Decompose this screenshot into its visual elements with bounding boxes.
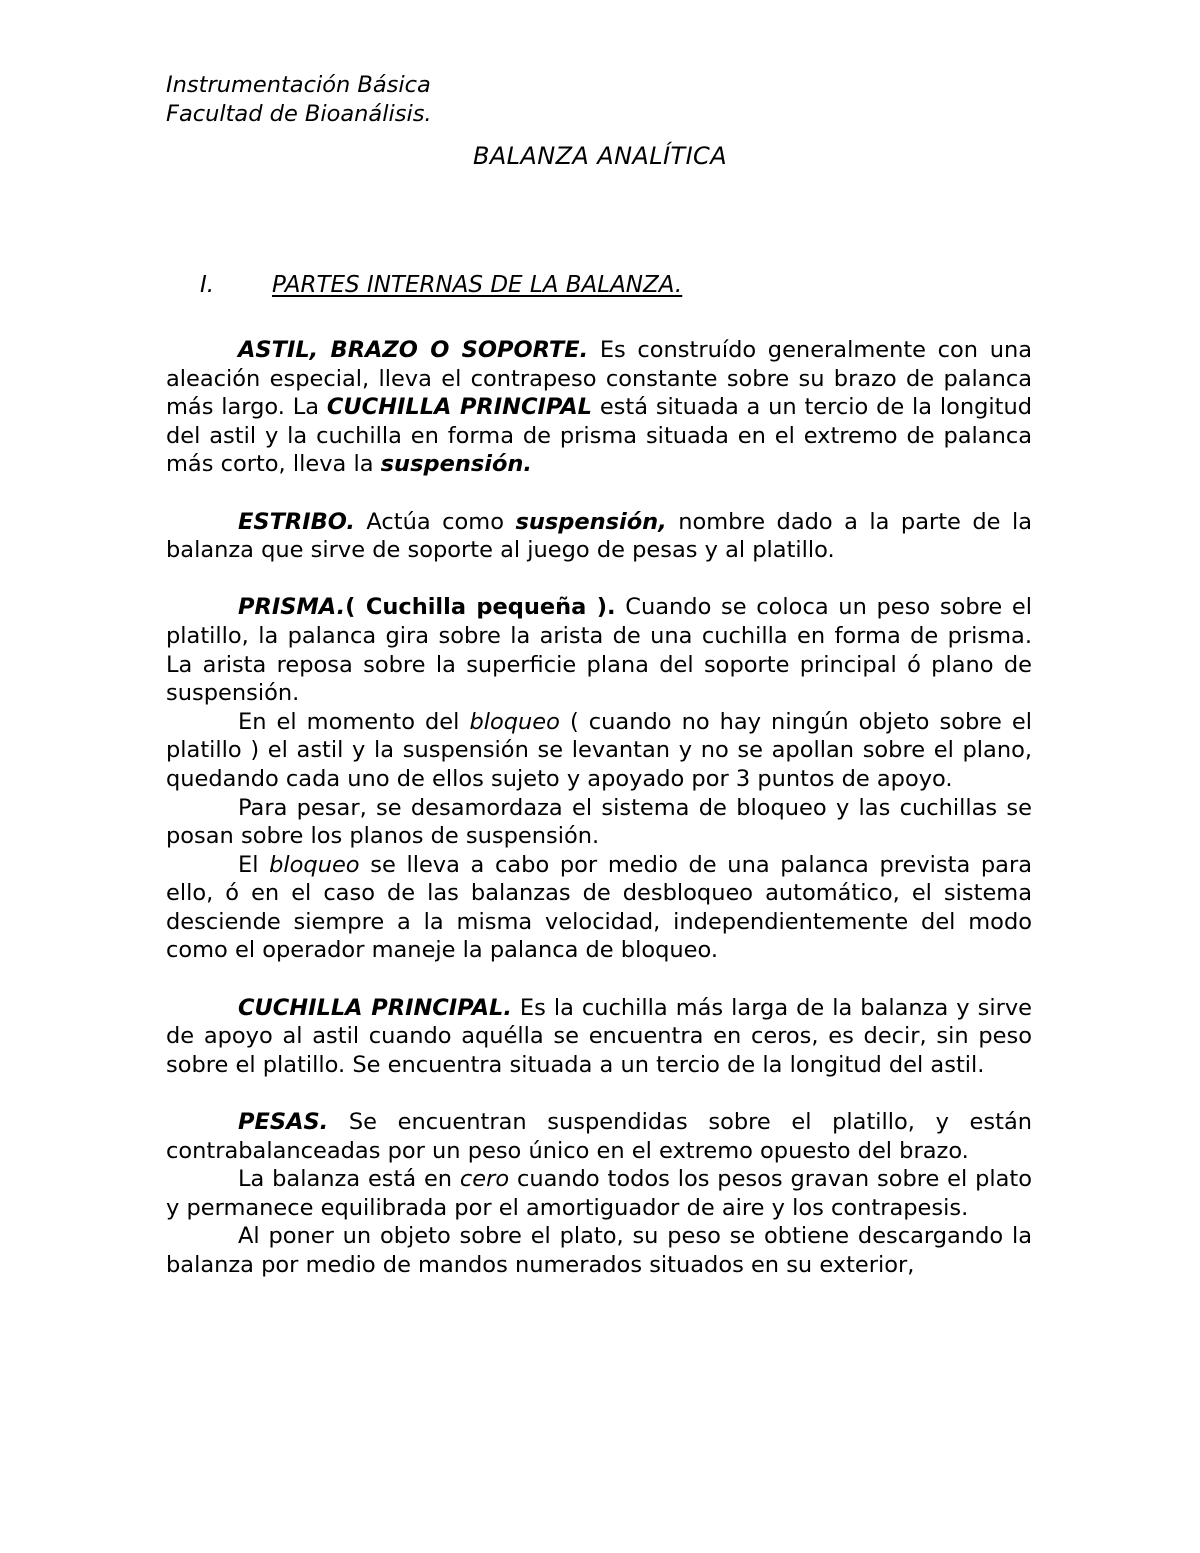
text-span: Actúa como (354, 508, 516, 535)
paragraph-cuchilla-principal (166, 994, 1032, 1080)
text-span: se lleva a cabo por medio de una palanca prevista para ello, ó en el caso de las balanzas de desbloqueo automático, el sistema desciende siempre a la misma velocidad, independientemente del modo como el operador maneje la palanca de bloqueo. (166, 851, 1032, 964)
paragraph-pesar (166, 794, 1032, 851)
paragraph-bloqueo-1 (166, 708, 1032, 794)
text-span: ( cuando no hay ningún objeto sobre el platillo ) el astil y la suspensión se levantan y no se apollan sobre el plano, quedando cada uno de ellos sujeto y apoyado por 3 puntos de apoyo. (166, 708, 1032, 792)
course-name: Instrumentación Básica (166, 72, 431, 98)
paragraph-astil (166, 336, 1032, 479)
paragraph-gap (166, 565, 1032, 594)
paragraph-pesas (166, 1108, 1032, 1165)
faculty-name: Facultad de Bioanálisis. (166, 101, 432, 127)
document-title: BALANZA ANALÍTICA (472, 142, 728, 170)
term-prisma: PRISMA. (238, 594, 346, 621)
text-span: Es la cuchilla más larga de la balanza y sirve de apoyo al astil cuando aquélla se encuentra en ceros, es decir, sin peso sobre el platillo. Se encuentra situada a un tercio de la longitud del astil. (166, 994, 1032, 1078)
paragraph-gap (166, 965, 1032, 994)
term-cero-inline: cero (459, 1166, 510, 1193)
section-title: PARTES INTERNAS DE LA BALANZA. (272, 272, 683, 298)
paragraph-poner (166, 1222, 1032, 1279)
term-suspension-inline: suspensión, (515, 508, 667, 535)
text-span: nombre dado a la parte de la balanza que sirve de soporte al juego de pesas y al platillo. (166, 508, 1033, 564)
term-estribo: ESTRIBO. (238, 508, 355, 535)
paragraph-cero (166, 1165, 1032, 1222)
text-span: Es construído generalmente con una aleación especial, lleva el contrapeso constante sobre su brazo de palanca más largo. La (166, 337, 1032, 421)
term-cuchilla-principal-inline: CUCHILLA PRINCIPAL (326, 394, 593, 421)
section-heading (200, 272, 682, 298)
term-cuchilla-principal: CUCHILLA PRINCIPAL. (238, 994, 512, 1021)
paragraph-prisma (166, 593, 1032, 707)
paragraph-bloqueo-2 (166, 851, 1032, 965)
text-span: Al poner un objeto sobre el plato, su peso se obtiene descargando la balanza por medio de mandos numerados situados en su exterior, (166, 1223, 1032, 1278)
text-span: La balanza está en (238, 1166, 460, 1193)
text-span: Cuando se coloca un peso sobre el platillo, la palanca gira sobre la arista de una cuchilla en forma de prisma. La arista reposa sobre la superficie plana del soporte principal ó plano de suspensión. (166, 594, 1032, 707)
term-pesas: PESAS. (238, 1109, 329, 1136)
body-text (166, 336, 1032, 1280)
text-span: Se encuentran suspendidas sobre el platillo, y están contrabalanceadas por un peso único en el extremo opuesto del brazo. (166, 1109, 1032, 1164)
term-bloqueo-inline: bloqueo (469, 708, 560, 735)
term-astil: ASTIL, BRAZO O SOPORTE. (238, 337, 589, 363)
text-span: cuando todos los pesos gravan sobre el plato y permanece equilibrada por el amortiguador de aire y los contrapesis. (166, 1166, 1033, 1221)
text-span: Para pesar, se desamordaza el sistema de bloqueo y las cuchillas se posan sobre los planos de suspensión. (166, 794, 1032, 850)
term-bloqueo-inline: bloqueo (269, 851, 360, 878)
text-span: En el momento del (238, 708, 470, 735)
paragraph-estribo (166, 508, 1032, 565)
text-span: está situada a un tercio de la longitud del astil y la cuchilla en forma de prisma situada en el extremo de palanca más corto, lleva la (166, 394, 1033, 478)
paragraph-gap (166, 1079, 1032, 1108)
term-suspension-inline: suspensión. (380, 451, 532, 478)
section-number: I. (200, 272, 215, 298)
text-span: El (238, 851, 270, 878)
term-cuchilla-pequena: ( Cuchilla pequeña ). (345, 594, 616, 621)
paragraph-gap (166, 479, 1032, 508)
